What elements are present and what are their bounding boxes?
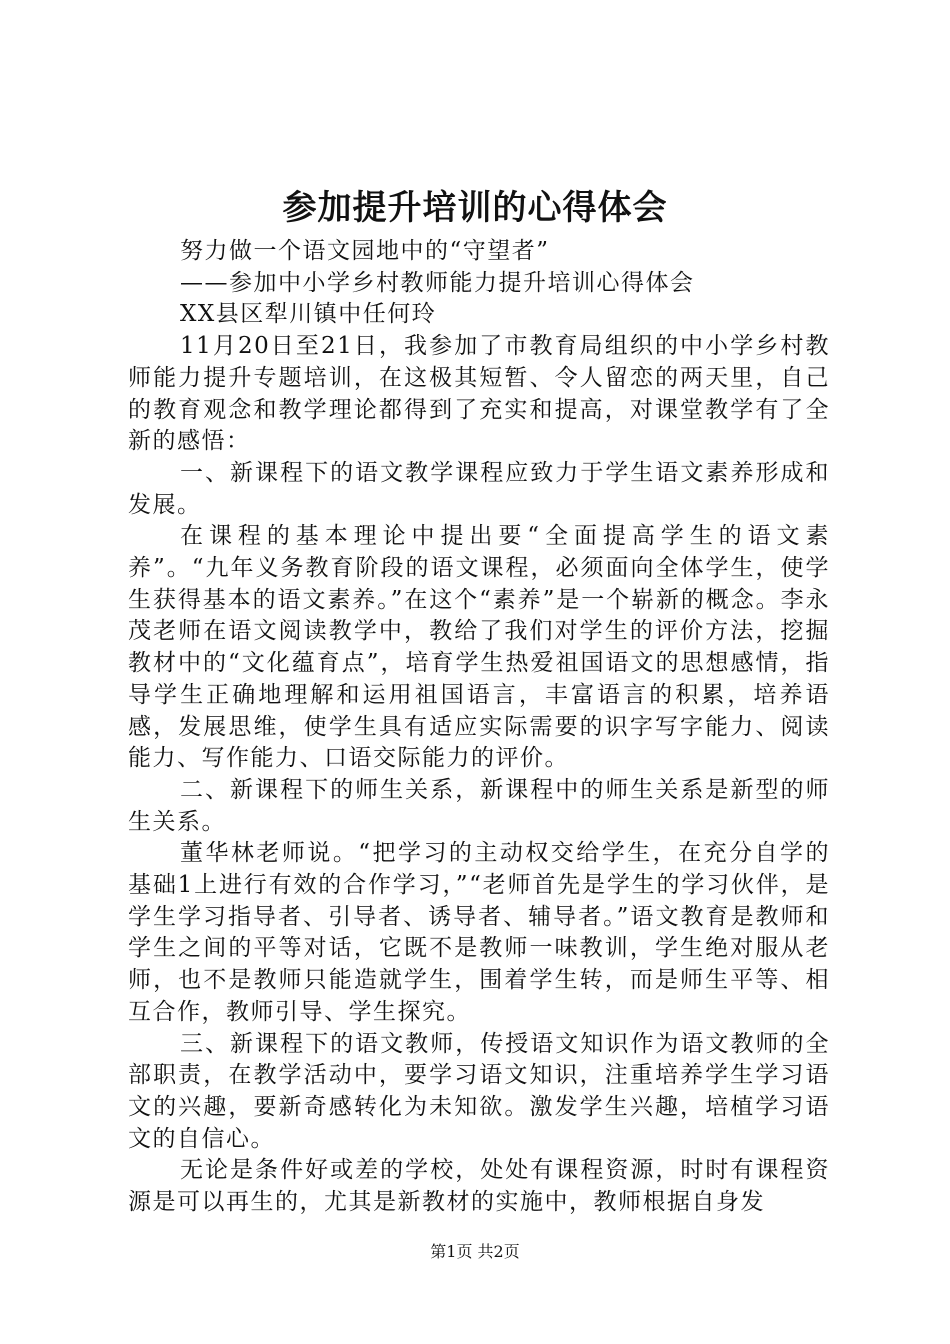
- section-heading: 一、新课程下的语文教学课程应致力于学生语文素养形成和发展。: [128, 459, 830, 518]
- section-heading: 三、新课程下的语文教师，传授语文知识作为语文教师的全部职责，在教学活动中，要学习语文知识，注重培养学生学习语文的兴趣，要新奇感转化为未知欲。激发学生兴趣，培植学习语文的自信心。: [128, 1030, 830, 1152]
- section-heading: 二、新课程下的师生关系，新课程中的师生关系是新型的师生关系。: [128, 776, 830, 835]
- body-paragraph: 董华林老师说。“把学习的主动权交给学生，在充分自学的基础1上进行有效的合作学习，”“老师首先是学生的学习伙伴，是学生学习指导者、引导者、诱导者、辅导者。”语文教育是教师和学生之间的平等对话，它既不是教师一味教训，学生绝对服从老师，也不是教师只能造就学生，围着学生转，而是师生平等、相互合作，教师引导、学生探究。: [128, 840, 830, 1025]
- body-paragraph: 在课程的基本理论中提出要“全面提高学生的语文素养”。“九年义务教育阶段的语文课程，必须面向全体学生，使学生获得基本的语文素养。”在这个“素养”是一个崭新的概念。李永茂老师在语文阅读教学中，教给了我们对学生的评价方法，挖掘教材中的“文化蕴育点”，培育学生热爱祖国语文的思想感情，指导学生正确地理解和运用祖国语言，丰富语言的积累，培养语感，发展思维，使学生具有适应实际需要的识字写字能力、阅读能力、写作能力、口语交际能力的评价。: [128, 523, 830, 772]
- body-paragraph: 无论是条件好或差的学校，处处有课程资源，时时有课程资源是可以再生的，尤其是新教材的实施中，教师根据自身发: [128, 1157, 830, 1216]
- subtitle-line: ——参加中小学乡村教师能力提升培训心得体会: [180, 269, 695, 296]
- subtitle-line: 努力做一个语文园地中的“守望者”: [180, 238, 550, 264]
- document-body: [128, 236, 830, 1219]
- document-title: 参加提升培训的心得体会: [282, 188, 668, 228]
- body-paragraph: 11月20日至21日，我参加了市教育局组织的中小学乡村教师能力提升专题培训，在这极其短暂、令人留恋的两天里，自己的教育观念和教学理论都得到了充实和提高，对课堂教学有了全新的感悟：: [128, 333, 830, 455]
- author-line: XX县区犁川镇中任何玲: [180, 301, 437, 328]
- page-number: 第1页 共2页: [430, 1242, 520, 1261]
